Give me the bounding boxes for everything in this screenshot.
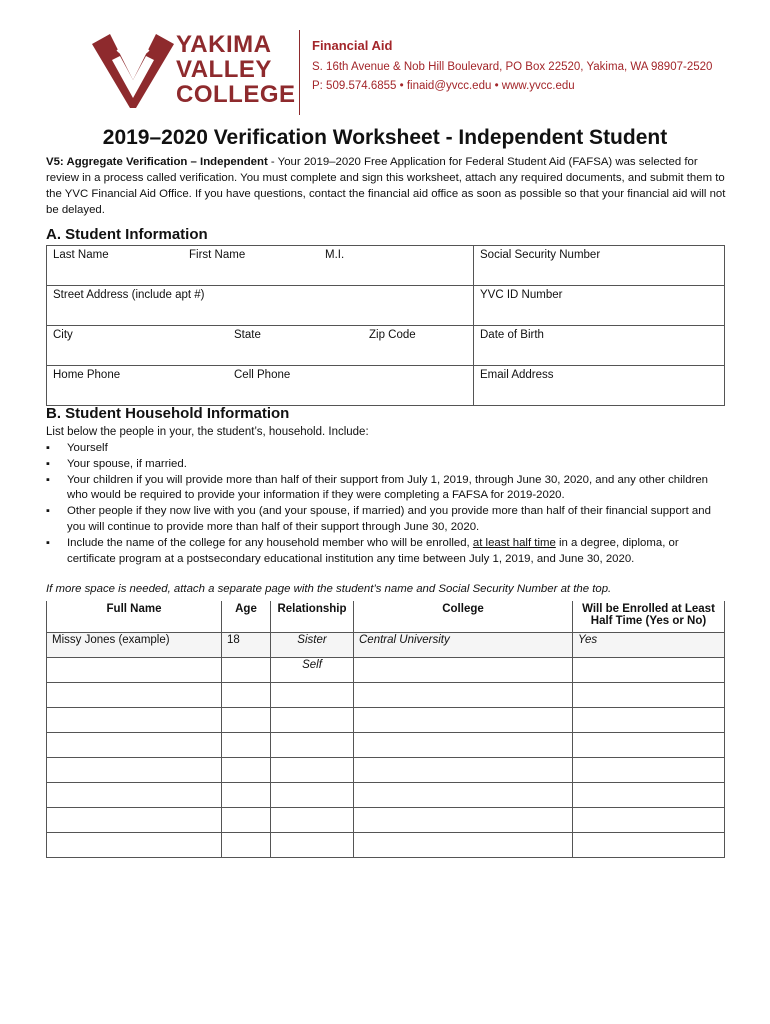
table-row[interactable] bbox=[47, 733, 725, 758]
self-relationship: Self bbox=[271, 658, 354, 683]
office-address: S. 16th Avenue & Nob Hill Boulevard, PO Box 22520, Yakima, WA 98907-2520 bbox=[312, 61, 713, 73]
household-lead: List below the people in your, the student’s, household. Include: bbox=[46, 426, 369, 438]
email-field[interactable]: Email Address bbox=[474, 366, 725, 406]
intro-paragraph bbox=[46, 154, 728, 218]
list-item: ▪ Yourself bbox=[46, 441, 730, 457]
col-full-name: Full Name bbox=[47, 601, 222, 633]
col-age: Age bbox=[222, 601, 271, 633]
office-name: Financial Aid bbox=[312, 38, 393, 53]
table-row[interactable] bbox=[47, 783, 725, 808]
page-title: 2019–2020 Verification Worksheet - Independent Student bbox=[102, 126, 668, 149]
dob-field[interactable]: Date of Birth bbox=[474, 326, 725, 366]
example-enrolled: Yes bbox=[573, 633, 725, 658]
table-row[interactable] bbox=[47, 683, 725, 708]
space-note: If more space is needed, attach a separate page with the student’s name and Social Security Number at the top. bbox=[46, 583, 612, 595]
logo-wordmark: YAKIMA VALLEY COLLEGE bbox=[176, 31, 296, 108]
household-table bbox=[46, 601, 725, 858]
col-relationship: Relationship bbox=[271, 601, 354, 633]
zip-field[interactable]: Zip Code bbox=[369, 329, 416, 341]
city-state-zip-group[interactable] bbox=[47, 326, 474, 366]
yvc-id-field[interactable]: YVC ID Number bbox=[474, 286, 725, 326]
table-row bbox=[47, 633, 725, 658]
name-field-group[interactable] bbox=[47, 246, 474, 286]
list-item: ▪ Include the name of the college for any household member who will be enrolled, at least half time in a degree, diploma, or certificate program at a postsecondary educational institution any time between July 1, 2019, and June 30, 2020. bbox=[46, 536, 730, 568]
table-row[interactable] bbox=[47, 833, 725, 858]
section-a-heading: A. Student Information bbox=[46, 226, 208, 243]
student-info-table bbox=[46, 245, 725, 406]
example-name: Missy Jones (example) bbox=[47, 633, 222, 658]
state-field[interactable]: State bbox=[234, 329, 261, 341]
col-enrolled: Will be Enrolled at Least Half Time (Yes or No) bbox=[573, 601, 725, 633]
example-college: Central University bbox=[354, 633, 573, 658]
header-divider bbox=[299, 30, 300, 115]
list-item: ▪ Other people if they now live with you (and your spouse, if married) and you provide more than half of their financial support and you will continue to provide more than half of their support through June 30, 2020. bbox=[46, 504, 730, 536]
first-name-field[interactable]: First Name bbox=[189, 249, 246, 261]
table-row[interactable] bbox=[47, 758, 725, 783]
cell-phone-field[interactable]: Cell Phone bbox=[234, 369, 291, 381]
example-relationship: Sister bbox=[271, 633, 354, 658]
city-field[interactable]: City bbox=[53, 329, 73, 341]
street-address-field[interactable]: Street Address (include apt #) bbox=[47, 286, 474, 326]
phone-group[interactable] bbox=[47, 366, 474, 406]
household-bullets bbox=[46, 441, 730, 567]
table-row[interactable] bbox=[47, 808, 725, 833]
section-b-heading: B. Student Household Information bbox=[46, 405, 290, 422]
table-row[interactable] bbox=[47, 658, 725, 683]
intro-text: - Your 2019–2020 Free Application for Federal Student Aid (FAFSA) was selected for review in a process called verification. You must complete and sign this worksheet, attach any required documents, and submit them to the YVC Financial Aid Office. If you have questions, contact the financial aid office as soon as possible so that your financial aid will not be delayed. bbox=[46, 156, 726, 216]
list-item: ▪ Your children if you will provide more than half of their support from July 1, 2019, through June 30, 2020, and any other children who would be required to provide your information if they were completing a FAFSA for 2019-2020. bbox=[46, 473, 730, 505]
mi-field[interactable]: M.I. bbox=[325, 249, 345, 261]
home-phone-field[interactable]: Home Phone bbox=[53, 369, 121, 381]
table-header-row bbox=[47, 601, 725, 633]
ssn-field[interactable]: Social Security Number bbox=[474, 246, 725, 286]
example-age: 18 bbox=[222, 633, 271, 658]
table-row[interactable] bbox=[47, 708, 725, 733]
intro-bold: V5: Aggregate Verification – Independent bbox=[46, 156, 268, 168]
last-name-field[interactable]: Last Name bbox=[53, 249, 109, 261]
college-logo bbox=[88, 30, 178, 112]
list-item: ▪ Your spouse, if married. bbox=[46, 457, 730, 473]
col-college: College bbox=[354, 601, 573, 633]
office-contact: P: 509.574.6855 • finaid@yvcc.edu • www.yvcc.edu bbox=[312, 80, 575, 92]
